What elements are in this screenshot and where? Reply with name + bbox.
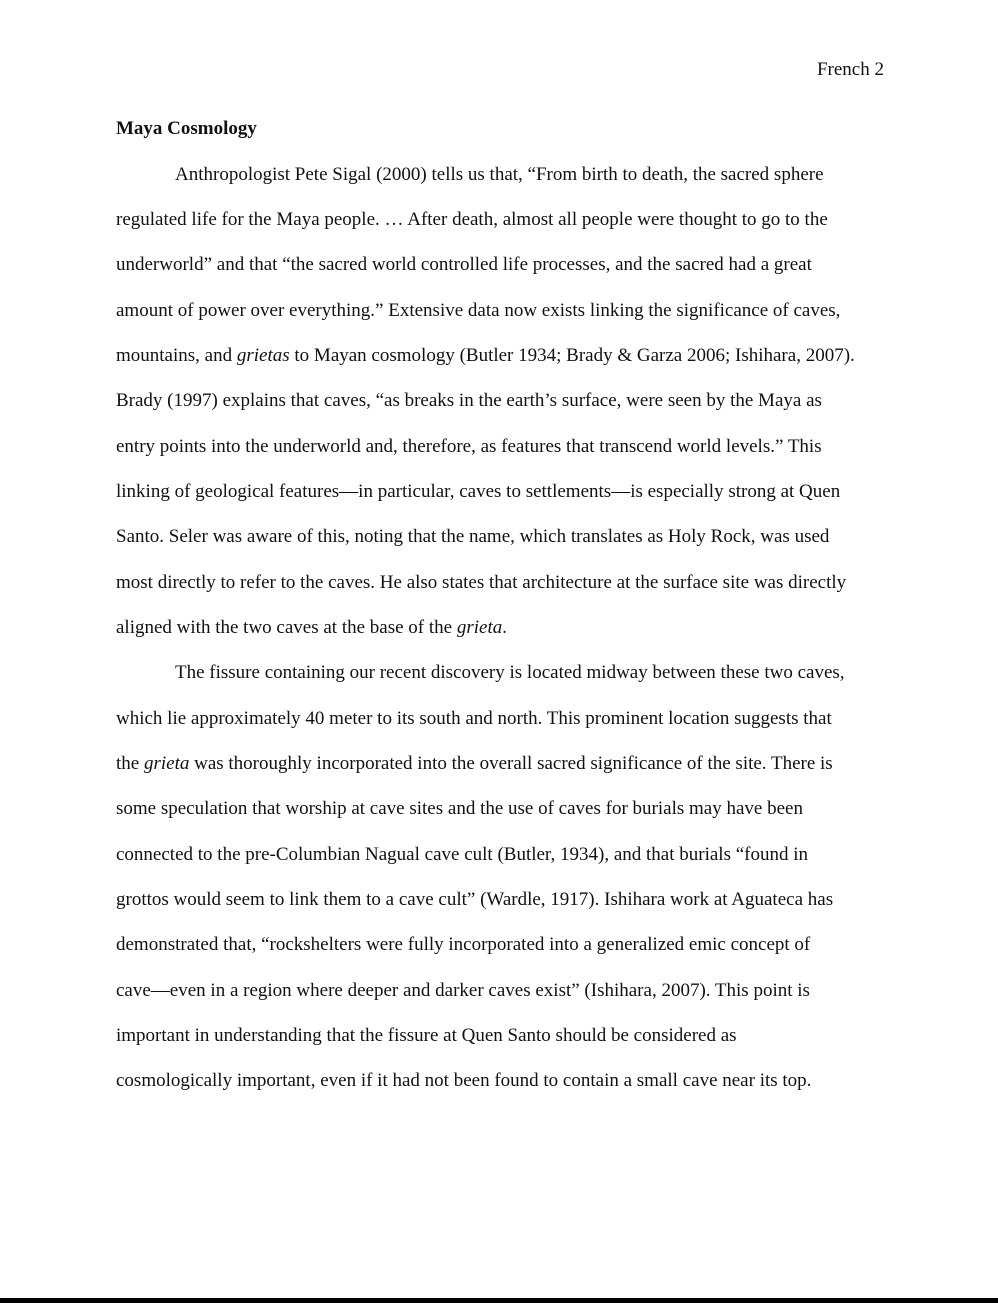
text-line: demonstrated that, “rockshelters were fully incorporated into a generalized emic concept of: [116, 934, 811, 955]
text-line: Anthropologist Pete Sigal (2000) tells us that, “From birth to death, the sacred sphere: [175, 164, 824, 185]
text-line: aligned with the two caves at the base of the grieta.: [116, 617, 507, 638]
text-line: Santo. Seler was aware of this, noting that the name, which translates as Holy Rock, was used: [116, 526, 830, 547]
italic-term: grieta: [456, 617, 503, 638]
text-line: some speculation that worship at cave sites and the use of caves for burials may have been: [116, 798, 803, 819]
text-line: amount of power over everything.” Extensive data now exists linking the significance of caves,: [116, 300, 841, 321]
text-line: important in understanding that the fissure at Quen Santo should be considered as: [116, 1025, 737, 1046]
italic-term: grietas: [236, 345, 290, 366]
text-line: grottos would seem to link them to a cave cult” (Wardle, 1917). Ishihara work at Aguateca has: [116, 889, 834, 910]
text-line: Brady (1997) explains that caves, “as breaks in the earth’s surface, were seen by the Maya as: [116, 390, 822, 411]
running-header: French 2: [816, 59, 884, 80]
text-line: entry points into the underworld and, therefore, as features that transcend world levels.” This: [116, 436, 822, 457]
page-bottom-border: [0, 1298, 998, 1303]
italic-term: grieta: [143, 753, 190, 774]
text-line: cosmologically important, even if it had not been found to contain a small cave near its top.: [116, 1070, 812, 1091]
text-line: underworld” and that “the sacred world controlled life processes, and the sacred had a great: [116, 254, 812, 275]
text-line: mountains, and grietas to Mayan cosmology (Butler 1934; Brady & Garza 2006; Ishihara, 2007).: [116, 345, 855, 366]
text-line: which lie approximately 40 meter to its south and north. This prominent location suggests that: [116, 708, 832, 729]
text-line: cave—even in a region where deeper and darker caves exist” (Ishihara, 2007). This point is: [116, 980, 810, 1001]
text-line: linking of geological features—in particular, caves to settlements—is especially strong at Quen: [116, 481, 841, 502]
text-line: connected to the pre-Columbian Nagual cave cult (Butler, 1934), and that burials “found in: [116, 844, 808, 865]
section-heading: Maya Cosmology: [116, 118, 257, 139]
text-line: The fissure containing our recent discovery is located midway between these two caves,: [175, 662, 845, 683]
text-line: the grieta was thoroughly incorporated into the overall sacred significance of the site. There is: [116, 753, 833, 774]
text-line: most directly to refer to the caves. He also states that architecture at the surface site was directly: [116, 572, 847, 593]
text-line: regulated life for the Maya people. … After death, almost all people were thought to go to the: [116, 209, 828, 230]
